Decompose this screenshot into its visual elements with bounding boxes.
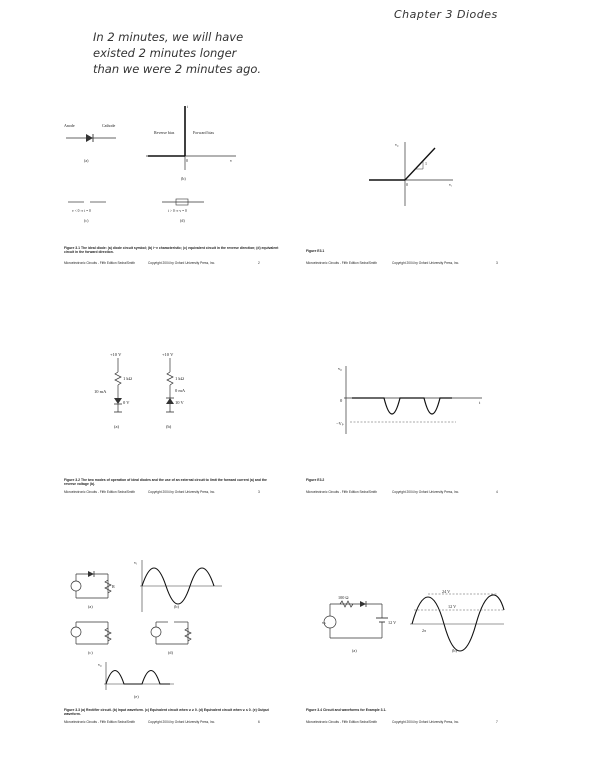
origin-label: 0	[186, 158, 188, 163]
diode-symbol-a	[64, 123, 116, 163]
supply-a: +10 V	[110, 352, 122, 357]
footer-copyright: Copyright 2004 by Oxford University Press, Inc.	[148, 490, 216, 494]
subfig-d-label: (d)	[180, 218, 185, 223]
figure-caption: Figure 3.1 The ideal diode: (a) diode circuit symbol; (b) i−v characteristic; (c) equivalent circuit in the reverse direction; (d) equivalent circuit in the forward direction.	[64, 246, 279, 255]
origin-label: 0	[340, 398, 343, 403]
footer-copyright: Copyright 2004 by Oxford University Press, Inc.	[392, 490, 460, 494]
chapter-heading: Chapter 3 Diodes	[394, 8, 498, 21]
forward-condition: i > 0 ⇒ v = 0	[168, 209, 187, 213]
figure-caption: Figure 3.4 Circuit and waveforms for Example 3.1.	[306, 708, 387, 712]
resistor-b: 1 kΩ	[175, 376, 184, 381]
footer-book: Microelectronic Circuits - Fifth Edition Sedra/Smith	[306, 261, 378, 265]
forward-bias-label: Forward bias	[193, 130, 214, 135]
footer-copyright: Copyright 2004 by Oxford University Press, Inc.	[392, 720, 460, 724]
supply-b: +10 V	[162, 352, 174, 357]
equivalent-circuit-d	[151, 622, 191, 655]
footer-book: Microelectronic Circuits - Fifth Edition Sedra/Smith	[306, 490, 378, 494]
vp-label: −Vₚ	[336, 421, 344, 426]
page-number: 4	[496, 490, 498, 494]
circuit-b	[162, 352, 186, 429]
footer-copyright: Copyright 2004 by Oxford University Press, Inc.	[148, 261, 216, 265]
transfer-characteristic	[365, 140, 455, 210]
origin-label: 0	[406, 182, 408, 187]
figure-caption: Figure E3.1	[306, 249, 325, 253]
equivalent-short	[162, 199, 204, 223]
footer-copyright: Copyright 2004 by Oxford University Press, Inc.	[148, 720, 216, 724]
subfig-b-label: (b)	[166, 424, 172, 429]
subfig-d-label: (d)	[168, 650, 173, 655]
rectifier-circuit	[71, 571, 115, 609]
equivalent-open	[68, 202, 106, 223]
battery-level-label: 12 V	[448, 604, 457, 609]
subfig-a-label: (a)	[84, 158, 89, 163]
vi-axis-label: vᵢ	[449, 182, 452, 187]
rectifier-figure	[64, 556, 234, 706]
voltage-a: 0 V	[123, 400, 130, 405]
subfig-b-label: (b)	[181, 176, 186, 181]
subfig-a-label: (a)	[352, 648, 357, 653]
subfig-e-label: (e)	[134, 694, 139, 699]
subfig-a-label: (a)	[114, 424, 119, 429]
r-label: R	[112, 584, 115, 589]
example-3-1-figure	[318, 584, 508, 664]
t-axis-label: t	[479, 400, 481, 405]
vo-axis-label: v₀	[338, 366, 342, 371]
reverse-bias-label: Reverse bias	[154, 130, 175, 135]
slide-figure-3-1	[58, 100, 318, 270]
period-label: 2π	[422, 628, 427, 633]
subfig-c-label: (c)	[84, 218, 89, 223]
vo-axis-label: v₀	[395, 142, 399, 147]
page-number: 3	[258, 490, 260, 494]
battery-label: 12 V	[388, 620, 397, 625]
page-number: 3	[496, 261, 498, 265]
page-number: 7	[496, 720, 498, 724]
handwritten-note-line: than we were 2 minutes ago.	[93, 62, 262, 76]
figure-caption: Figure 3.2 The two modes of operation of ideal diodes and the use of an external circuit to limit the forward current (a) and the reverse voltage (b).	[64, 478, 267, 487]
output-waveform	[98, 662, 174, 699]
resistor-a: 1 kΩ	[123, 376, 132, 381]
anode-label: Anode	[64, 123, 75, 128]
peak-voltage-label: 24 V	[442, 589, 451, 594]
cathode-label: Cathode	[102, 123, 116, 128]
subfig-a-label: (a)	[88, 604, 93, 609]
diode-modes-circuits	[90, 350, 200, 435]
footer-book: Microelectronic Circuits - Fifth Edition Sedra/Smith	[306, 720, 378, 724]
figure-caption: Figure 3.3 (a) Rectifier circuit. (b) Input waveform. (c) Equivalent circuit when vᵢ ≥ 0. (d) Equivalent circuit when vᵢ ≤ 0. (e) Output waveform.	[64, 708, 269, 717]
charger-circuit	[322, 595, 396, 653]
footer-copyright: Copyright 2004 by Oxford University Press, Inc.	[392, 261, 460, 265]
current-b: 0 mA	[175, 388, 186, 393]
spacer	[64, 162, 264, 172]
page-number: 6	[258, 720, 260, 724]
current-a: 10 mA	[94, 389, 107, 394]
vi-axis-label: vᵢ	[134, 560, 137, 565]
resistor-label: 100 Ω	[338, 595, 349, 600]
page-number: 2	[258, 261, 260, 265]
footer-book: Microelectronic Circuits - Fifth Edition Sedra/Smith	[64, 490, 136, 494]
vo-axis-label: v₀	[98, 662, 102, 667]
footer-book: Microelectronic Circuits - Fifth Edition Sedra/Smith	[64, 261, 136, 265]
v-axis-label: v	[230, 158, 232, 163]
handwritten-note-line: existed 2 minutes longer	[93, 46, 237, 60]
handwritten-note-line: In 2 minutes, we will have	[93, 30, 244, 44]
equivalent-circuit-c	[71, 622, 111, 655]
figure-caption: Figure E3.2	[306, 478, 325, 482]
charging-waveform	[410, 589, 504, 653]
clipped-waveform	[336, 364, 486, 436]
circuit-a	[94, 352, 133, 429]
subfig-b-label: (b)	[174, 604, 179, 609]
subfig-c-label: (c)	[88, 650, 93, 655]
i-axis-label: i	[187, 104, 189, 109]
subfig-b-label: (b)	[452, 648, 457, 653]
reverse-condition: v < 0 ⇒ i = 0	[72, 209, 91, 213]
source-label: vs	[322, 620, 326, 625]
footer-book: Microelectronic Circuits - Fifth Edition Sedra/Smith	[64, 720, 136, 724]
slope-label: 1	[425, 161, 427, 166]
voltage-b: 10 V	[175, 400, 184, 405]
input-waveform	[134, 560, 222, 612]
